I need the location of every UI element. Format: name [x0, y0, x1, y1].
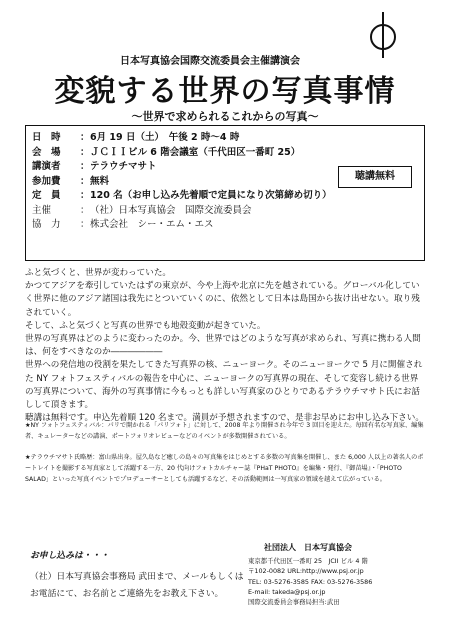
info-label: 会 場: [32, 146, 61, 158]
info-label: 主催: [32, 204, 52, 216]
footnote-speaker-bio: ★テラウチマサト氏略歴：富山県出身。屋久島など癒しの島々の写真集をはじめとする多数の写真集を開催し、また 6,000 人以上の著名人のポートレイトを撮影する写真家として活躍する一方、20 代向けフォトカルチャー誌『PHaT PHOTO』を編集・発行、『御苗場』・「PHOTO SALAD」といった写真イベントでプロデューサーとしても活躍するなど、その活動範囲は一写真家の領域を越えて広がっている。: [25, 454, 424, 483]
application-instructions: [30, 548, 260, 603]
contact-address: 東京都千代田区一番町 25 JCII ビル 4 階: [248, 557, 368, 566]
application-heading: お申し込みは・・・: [30, 551, 110, 561]
info-row-host: 主催 ：（社）日本写真協会 国際交流委員会: [32, 204, 418, 219]
description-paragraph: 世界の写真界はどのように変わったのか。今、世界ではどのような写真が求められ、写真に携わる人間は、何をすべきなのか――――――: [25, 334, 421, 358]
contact-tel-fax: TEL: 03-5276-3585 FAX: 03-5276-3586: [248, 577, 373, 586]
info-label: 参加費: [32, 175, 61, 187]
info-value: 無料: [90, 175, 110, 187]
application-line: （社）日本写真協会事務局 武田まで、メールもしくは: [30, 572, 244, 582]
application-line: お電話にて、お名前とご連絡先をお教え下さい。: [30, 589, 224, 599]
description-paragraph: ふと気づくと、世界が変わっていた。: [25, 268, 172, 278]
info-row-speaker: 講演者 ：テラウチマサト: [32, 160, 418, 175]
description-paragraph: 世界への発信地の役割を果たしてきた写真界の核、ニューヨーク。そのニューヨークで 5 月に開催された NY フォトフェスティバルの報告を中心に、ニューヨークの写真界の現在、そして変容し続ける世界の写真界について、海外の写真事情に今もっとも詳しい写真家のひとりであるテラウチマサト氏にお話しして頂きます。: [25, 360, 423, 411]
contact-org-name: 社団法人 日本写真協会: [264, 543, 352, 552]
logo-stem: [382, 12, 384, 58]
footnotes: [25, 420, 427, 495]
event-subtitle: ～世界で求められるこれからの写真～: [131, 110, 319, 123]
info-value: ＪＣＩＩビル 6 階会議室（千代田区一番町 25）: [90, 146, 301, 158]
info-value: 120 名（お申し込み先着順で定員になり次第締め切り）: [90, 190, 332, 201]
info-row-cooperation: 協 力 ：株式会社 シー・エム・エス: [32, 218, 418, 233]
description-paragraph: かつてアジアを牽引していたはずの東京が、今や上海や北京に先を越されている。グローバル化していく世界に他のアジア諸国は我先にとついていくのに、依然として日本は島国から抜け出せない。取り残されていく。: [25, 281, 420, 318]
free-admission-badge: 聴講無料: [338, 166, 412, 188]
contact-email[interactable]: E-mail: takeda@psj.or.jp: [248, 587, 326, 596]
event-info-box: [25, 125, 425, 261]
info-label: 協 力: [32, 219, 61, 230]
info-value: テラウチマサト: [90, 161, 157, 172]
info-row-date: 日 時 ：6月 19 日（土） 午後 2 時～4 時: [32, 131, 418, 146]
description-paragraph: そして、ふと気づくと写真の世界でも地殻変動が起きていた。: [25, 320, 266, 331]
info-value: （社）日本写真協会 国際交流委員会: [90, 204, 252, 216]
description-paragraph: 聴講は無料です。申込先着順 120 名まで。満員が予想されますので、是非お早めにお申し込み下さい。: [25, 413, 424, 424]
info-label: 講演者: [32, 161, 61, 172]
info-value: 6月 19 日（土） 午後 2 時～4 時: [90, 132, 240, 143]
info-value: 株式会社 シー・エム・エス: [90, 219, 214, 230]
psj-logo: [370, 12, 396, 58]
info-row-fee: 参加費 ：無料: [32, 175, 418, 190]
contact-block: [248, 541, 418, 607]
contact-department: 国際交流委員会事務局担当:武田: [248, 598, 340, 607]
info-label: 定 員: [32, 190, 61, 201]
organizer-line: 日本写真協会国際交流委員会主催講演会: [120, 56, 300, 67]
footnote-ny-festival: ★NY フォトフェスティバル：パリで開かれる「パリフォト」に対して、2008 年より開催され今年で 3 回目を迎えた。毎回有名な写真家、編集者、キュレーターなどの講演、ポートフォリオレビューなどのイベントが多数開催されている。: [25, 422, 424, 440]
event-description: [25, 267, 425, 425]
event-title: 変貌する世界の写真事情: [54, 74, 396, 109]
info-row-capacity: 定 員 ：120 名（お申し込み先着順で定員になり次第締め切り）: [32, 189, 418, 204]
info-row-venue: 会 場 ：ＪＣＩＩビル 6 階会議室（千代田区一番町 25）: [32, 146, 418, 161]
info-label: 日 時: [32, 132, 61, 143]
contact-postal-url: 〒102-0082 URL:http://www.psj.or.jp: [248, 567, 364, 576]
